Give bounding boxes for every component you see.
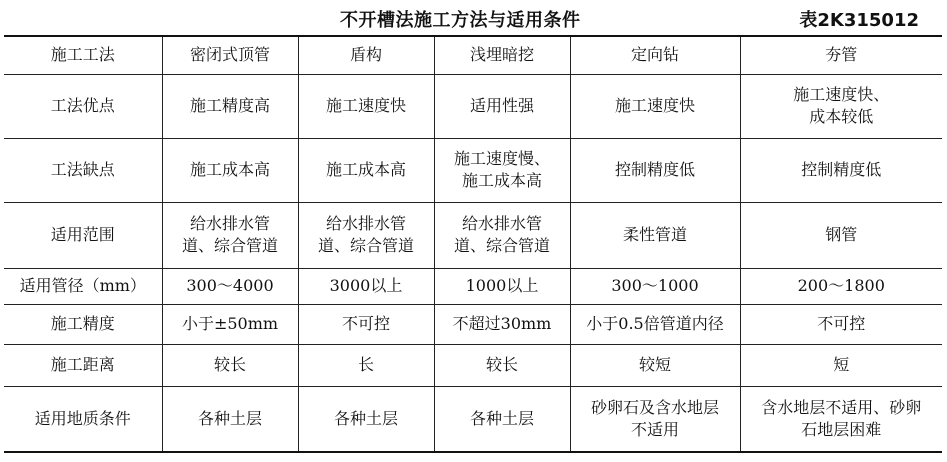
cell-text-line: 300～4000 bbox=[186, 276, 274, 295]
header-cell: 夯管 bbox=[740, 36, 942, 74]
cell-text-line: 较长 bbox=[485, 355, 518, 374]
table-cell bbox=[570, 304, 740, 344]
cell-text-line: 给水排水管 bbox=[325, 214, 406, 233]
cell-text-line: 柔性管道 bbox=[622, 225, 687, 244]
cell-text-line: 施工成本高 bbox=[461, 171, 542, 190]
cell-text-line: 长 bbox=[357, 355, 374, 374]
table-row bbox=[4, 304, 942, 344]
table-row bbox=[4, 74, 942, 138]
table-cell bbox=[298, 74, 434, 138]
table-number: 表2K315012 bbox=[799, 10, 919, 31]
table-row bbox=[4, 202, 942, 268]
table-cell bbox=[740, 74, 942, 138]
header-cell: 浅埋暗挖 bbox=[434, 36, 570, 74]
header-row bbox=[4, 36, 942, 74]
table-cell bbox=[434, 74, 570, 138]
cell-text-line: 3000以上 bbox=[329, 276, 403, 295]
table-cell bbox=[434, 386, 570, 452]
cell-text-line: 道、综合管道 bbox=[181, 236, 278, 255]
table-cell bbox=[434, 344, 570, 386]
table-cell bbox=[740, 304, 942, 344]
table-cell bbox=[298, 138, 434, 202]
table-row bbox=[4, 344, 942, 386]
row-label: 工法缺点 bbox=[4, 138, 162, 202]
cell-text-line: 施工精度高 bbox=[189, 96, 270, 115]
cell-text-line: 较短 bbox=[638, 355, 671, 374]
header-cell: 密闭式顶管 bbox=[162, 36, 298, 74]
header-cell: 盾构 bbox=[298, 36, 434, 74]
table-cell bbox=[740, 202, 942, 268]
row-label: 适用地质条件 bbox=[4, 386, 162, 452]
cell-text-line: 短 bbox=[833, 355, 850, 374]
table-cell bbox=[570, 202, 740, 268]
cell-text-line: 钢管 bbox=[825, 225, 858, 244]
table-cell bbox=[162, 74, 298, 138]
cell-text-line: 施工速度快 bbox=[325, 96, 406, 115]
cell-text-line: 不适用 bbox=[630, 419, 679, 439]
table-cell bbox=[434, 268, 570, 304]
cell-text-line: 小于±50mm bbox=[181, 314, 279, 333]
table-cell bbox=[298, 386, 434, 452]
table-row bbox=[4, 386, 942, 452]
cell-text-line: 较长 bbox=[213, 355, 246, 374]
table-cell bbox=[434, 138, 570, 202]
table-cell bbox=[740, 386, 942, 452]
table-cell bbox=[162, 386, 298, 452]
cell-text-line: 施工速度快 bbox=[614, 96, 695, 115]
table-cell bbox=[740, 138, 942, 202]
row-label: 工法优点 bbox=[4, 74, 162, 138]
cell-text-line: 不可控 bbox=[341, 314, 390, 333]
cell-text-line: 小于0.5倍管道内径 bbox=[586, 314, 724, 333]
table-cell bbox=[298, 268, 434, 304]
cell-text-line: 成本较低 bbox=[809, 107, 874, 126]
table-row bbox=[4, 138, 942, 202]
row-label: 适用管径（mm） bbox=[4, 268, 162, 304]
table-cell bbox=[570, 386, 740, 452]
table-cell bbox=[162, 304, 298, 344]
table-cell bbox=[434, 304, 570, 344]
row-label: 施工精度 bbox=[4, 304, 162, 344]
cell-text-line: 施工速度慢、 bbox=[453, 149, 550, 168]
cell-text-line: 各种土层 bbox=[333, 408, 398, 428]
cell-text-line: 施工成本高 bbox=[189, 160, 270, 179]
cell-text-line: 1000以上 bbox=[465, 276, 539, 295]
table-cell bbox=[740, 268, 942, 304]
cell-text-line: 施工成本高 bbox=[325, 160, 406, 179]
cell-text-line: 各种土层 bbox=[469, 408, 534, 428]
construction-methods-table bbox=[4, 35, 942, 453]
cell-text-line: 施工速度快、 bbox=[793, 85, 890, 104]
cell-text-line: 各种土层 bbox=[197, 408, 262, 428]
cell-text-line: 控制精度低 bbox=[801, 160, 882, 179]
cell-text-line: 适用性强 bbox=[469, 96, 534, 115]
table-cell bbox=[570, 268, 740, 304]
table-cell bbox=[570, 344, 740, 386]
table-cell bbox=[570, 138, 740, 202]
table-cell bbox=[298, 202, 434, 268]
cell-text-line: 控制精度低 bbox=[614, 160, 695, 179]
table-row bbox=[4, 268, 942, 304]
header-cell: 施工工法 bbox=[4, 36, 162, 74]
row-label: 适用范围 bbox=[4, 202, 162, 268]
cell-text-line: 给水排水管 bbox=[461, 214, 542, 233]
cell-text-line: 石地层困难 bbox=[801, 419, 882, 439]
table-cell bbox=[162, 268, 298, 304]
table-cell bbox=[740, 344, 942, 386]
cell-text-line: 含水地层不适用、砂卵 bbox=[761, 397, 922, 417]
table-cell bbox=[162, 344, 298, 386]
table-cell bbox=[162, 138, 298, 202]
table-cell bbox=[434, 202, 570, 268]
cell-text-line: 不超过30mm bbox=[452, 314, 552, 333]
table-cell bbox=[298, 304, 434, 344]
table-cell bbox=[298, 344, 434, 386]
cell-text-line: 砂卵石及含水地层 bbox=[590, 397, 719, 417]
row-label: 施工距离 bbox=[4, 344, 162, 386]
table-title: 不开槽法施工方法与适用条件 bbox=[340, 10, 581, 31]
cell-text-line: 200～1800 bbox=[797, 276, 885, 295]
cell-text-line: 不可控 bbox=[817, 314, 866, 333]
cell-text-line: 道、综合管道 bbox=[317, 236, 414, 255]
cell-text-line: 300～1000 bbox=[611, 276, 699, 295]
table-cell bbox=[570, 74, 740, 138]
cell-text-line: 给水排水管 bbox=[189, 214, 270, 233]
table-cell bbox=[162, 202, 298, 268]
cell-text-line: 道、综合管道 bbox=[453, 236, 550, 255]
title-bar bbox=[0, 0, 947, 34]
header-cell: 定向钻 bbox=[570, 36, 740, 74]
